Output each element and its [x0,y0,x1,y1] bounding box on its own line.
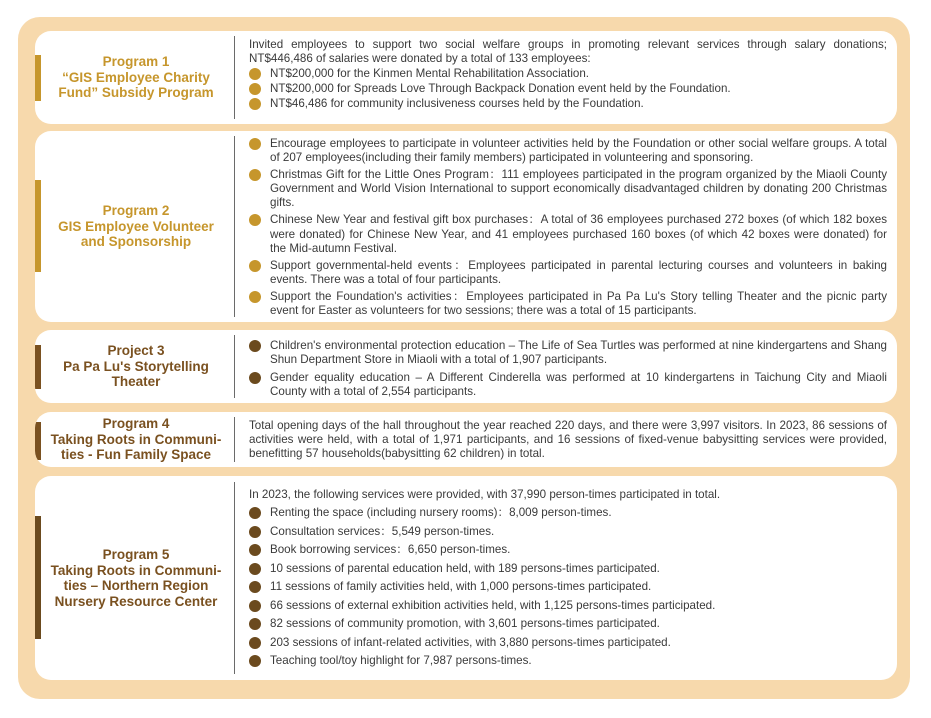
list-item: 82 sessions of community promotion, with 3,601 persons-times participated. [249,617,887,631]
list-item: Encourage employees to participate in volunteer activities held by the Foundation or other social welfare groups. A total of 207 employees(including their family members) participated in volunteering and sponsoring. [249,137,887,165]
list-item: 10 sessions of parental education held, with 189 persons-times participated. [249,562,887,576]
bullet-icon [249,83,261,95]
title-line: ties – Northern Region [63,578,209,593]
bullet-list [249,137,887,318]
project-3-card [35,330,897,403]
list-item: Teaching tool/toy highlight for 7,987 persons-times. [249,654,887,668]
title-line: Program 1 [102,54,170,70]
program-title [41,31,231,124]
divider [234,417,235,462]
bullet-icon [249,544,261,556]
title-line: Program 5 [102,547,170,562]
bullet-icon [249,507,261,519]
bullet-icon [249,637,261,649]
program-content [249,137,887,318]
title-line: Taking Roots in Communi- [50,431,222,447]
list-item: Children's environmental protection education – The Life of Sea Turtles was performed at nine kindergartens and Shang Shun Department Store in Miaoli with a total of 1,907 participants. [249,339,887,367]
list-item: Chinese New Year and festival gift box purchases：A total of 36 employees purchased 272 boxes (of which 182 boxes were donated) for Chinese New Year, and 41 employees purchased 160 boxes (of which 42 boxes were donated) for the Mid-autumn Festival. [249,213,887,255]
bullet-list [249,339,887,399]
bullet-icon [249,260,261,272]
title-line: Taking Roots in Communi- [50,562,222,578]
title-line: ties - Fun Family Space [60,447,212,463]
program-5-card [35,476,897,680]
bullet-icon [249,68,261,80]
list-item: Christmas Gift for the Little Ones Program：111 employees participated in the program organized by the Miaoli County Government and World Vision International to support economically disadvantaged children by donating 200 Christmas gifts. [249,168,887,210]
list-item: 203 sessions of infant-related activities, with 3,880 persons-times participated. [249,636,887,650]
program-title [41,330,231,403]
title-line: and Sponsorship [80,234,192,250]
program-content [249,38,887,111]
title-line: Pa Pa Lu's Storytelling [63,358,209,374]
divider [234,335,235,398]
bullet-icon [249,618,261,630]
title-line: “GIS Employee Charity [62,69,210,85]
list-item: NT$200,000 for the Kinmen Mental Rehabilitation Association. [249,67,887,81]
program-content [249,339,887,399]
bullet-icon [249,655,261,667]
list-item: Gender equality education – A Different Cinderella was performed at 10 kindergartens in Taichung City and Miaoli County with a total of 2,554 participants. [249,371,887,399]
intro-text: In 2023, the following services were provided, with 37,990 person-times participated in total. [249,488,721,501]
bullet-icon [249,138,261,150]
program-title [41,476,231,680]
title-line: GIS Employee Volunteer [58,218,214,234]
program-1-card [35,31,897,124]
bullet-icon [249,169,261,181]
bullet-list [249,506,887,668]
list-item: 11 sessions of family activities held, with 1,000 persons-times participated. [249,580,887,594]
program-content [249,419,887,461]
title-line: Project 3 [107,343,165,359]
intro-text: Invited employees to support two social welfare groups in promoting relevant services through salary donations; NT$446,486 of salaries were donated by a total of 133 employees: [249,38,887,66]
program-content [249,488,887,668]
divider [234,136,235,317]
intro-text: Total opening days of the hall throughout the year reached 220 days, and there were 3,997 visitors. In 2023, 86 sessions of activities were held, with a total of 1,971 participants, and 16 sessions of fixed-venue babysitting services were provided, benefitting 57 households(babysitting 62 children) in total. [249,419,887,461]
list-item: NT$46,486 for community inclusiveness courses held by the Foundation. [249,97,887,111]
title-line: Program 4 [102,416,170,432]
bullet-icon [249,600,261,612]
program-title [41,412,231,467]
divider [234,482,235,674]
bullet-list [249,67,887,111]
bullet-icon [249,581,261,593]
list-item: Consultation services：5,549 person-times. [249,525,887,539]
divider [234,36,235,119]
bullet-icon [249,291,261,303]
list-item: Support governmental-held events：Employees participated in parental lecturing courses and volunteers in baking events. There was a total of four participants. [249,259,887,287]
title-line: Program 2 [102,203,170,219]
title-line: Nursery Resource Center [54,593,218,609]
program-title [41,131,231,322]
title-line: Fund” Subsidy Program [58,85,214,101]
title-line: Theater [111,374,161,390]
bullet-icon [249,214,261,226]
list-item: Book borrowing services：6,650 person-times. [249,543,887,557]
bullet-icon [249,526,261,538]
list-item: NT$200,000 for Spreads Love Through Backpack Donation event held by the Foundation. [249,82,887,96]
program-4-card [35,412,897,467]
bullet-icon [249,563,261,575]
bullet-icon [249,372,261,384]
program-2-card [35,131,897,322]
list-item: Renting the space (including nursery rooms)：8,009 person-times. [249,506,887,520]
list-item: 66 sessions of external exhibition activities held, with 1,125 persons-times participated. [249,599,887,613]
bullet-icon [249,340,261,352]
bullet-icon [249,98,261,110]
list-item: Support the Foundation's activities：Employees participated in Pa Pa Lu's Story telling Theater and the picnic party event for Easter as volunteers for two sessions; there was a total of 15 participants. [249,290,887,318]
